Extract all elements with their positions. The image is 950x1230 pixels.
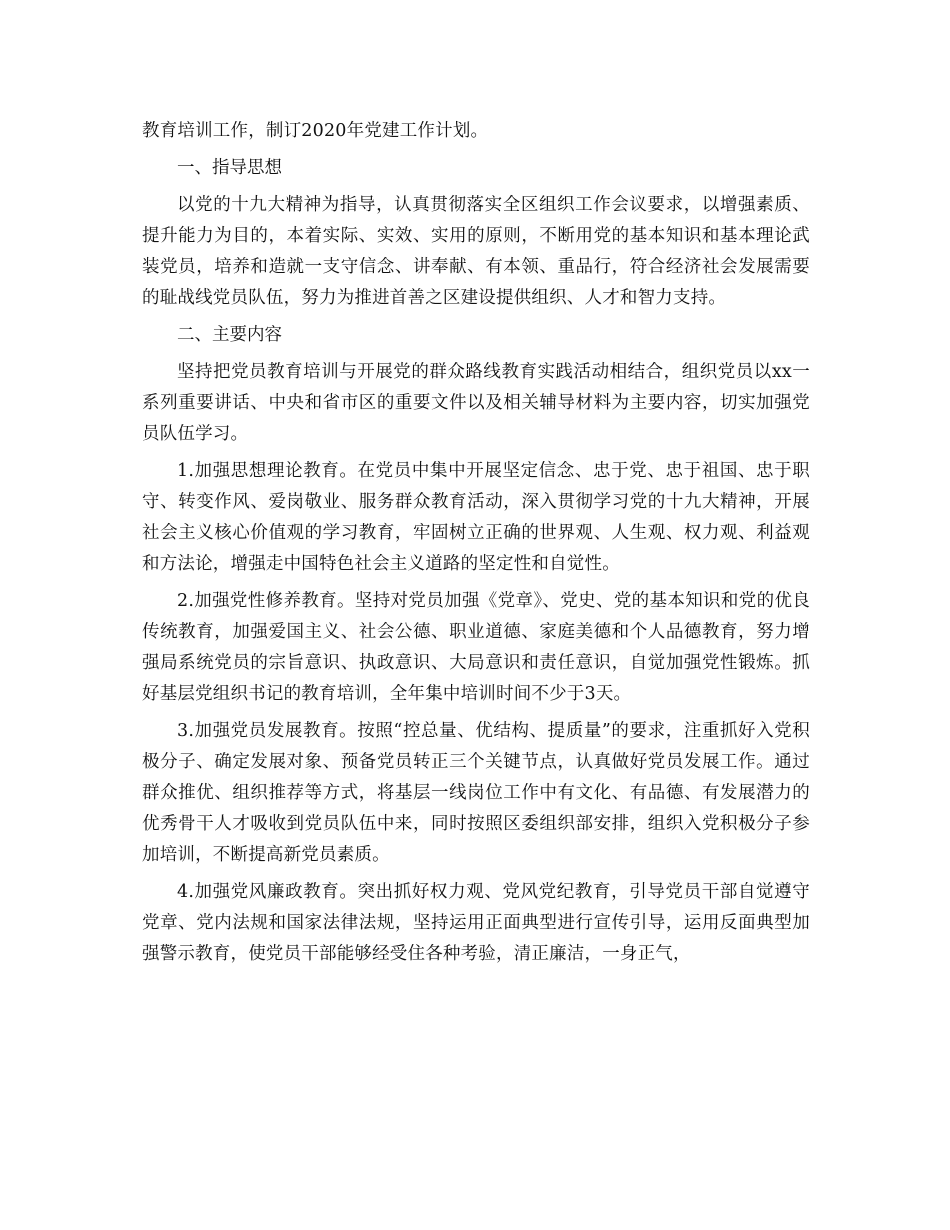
document-page [142,116,810,970]
section-heading-main-content: 二、主要内容 [177,325,282,345]
section-heading-guiding-ideology: 一、指导思想 [177,158,282,178]
paragraph-guiding-ideology: 以党的十九大精神为指导，认真贯彻落实全区组织工作会议要求，以增强素质、提升能力为目的，本着实际、实效、实用的原则，不断用党的基本知识和基本理论武装党员，培养和造就一支守信念、讲奉献、有本领、重品行，符合经济社会发展需要的耻战线党员队伍，努力为推进首善之区建设提供组织、人才和智力支持。 [142,195,810,308]
paragraph-continuation: 教育培训工作，制订2020年党建工作计划。 [142,121,489,141]
paragraph-item-1: 1.加强思想理论教育。在党员中集中开展坚定信念、忠于党、忠于祖国、忠于职守、转变作风、爱岗敬业、服务群众教育活动，深入贯彻学习党的十九大精神，开展社会主义核心价值观的学习教育，牢固树立正确的世界观、人生观、权力观、利益观和方法论，增强走中国特色社会主义道路的坚定性和自觉性。 [142,461,810,574]
paragraph-item-4: 4.加强党风廉政教育。突出抓好权力观、党风党纪教育，引导党员干部自觉遵守党章、党内法规和国家法律法规，坚持运用正面典型进行宣传引导，运用反面典型加强警示教育，使党员干部能够经受住各种考验，清正廉洁，一身正气， [142,882,810,964]
paragraph-item-3: 3.加强党员发展教育。按照“控总量、优结构、提质量”的要求，注重抓好入党积极分子、确定发展对象、预备党员转正三个关键节点，认真做好党员发展工作。通过群众推优、组织推荐等方式，将基层一线岗位工作中有文化、有品德、有发展潜力的优秀骨干人才吸收到党员队伍中来，同时按照区委组织部安排，组织入党积极分子参加培训，不断提高新党员素质。 [142,721,810,865]
paragraph-main-content-intro: 坚持把党员教育培训与开展党的群众路线教育实践活动相结合，组织党员以xx一系列重要讲话、中央和省市区的重要文件以及相关辅导材料为主要内容，切实加强党员队伍学习。 [142,362,810,444]
paragraph-item-2: 2.加强党性修养教育。坚持对党员加强《党章》、党史、党的基本知识和党的优良传统教育，加强爱国主义、社会公德、职业道德、家庭美德和个人品德教育，努力增强局系统党员的宗旨意识、执政意识、大局意识和责任意识，自觉加强党性锻炼。抓好基层党组织书记的教育培训，全年集中培训时间不少于3天。 [142,591,810,704]
